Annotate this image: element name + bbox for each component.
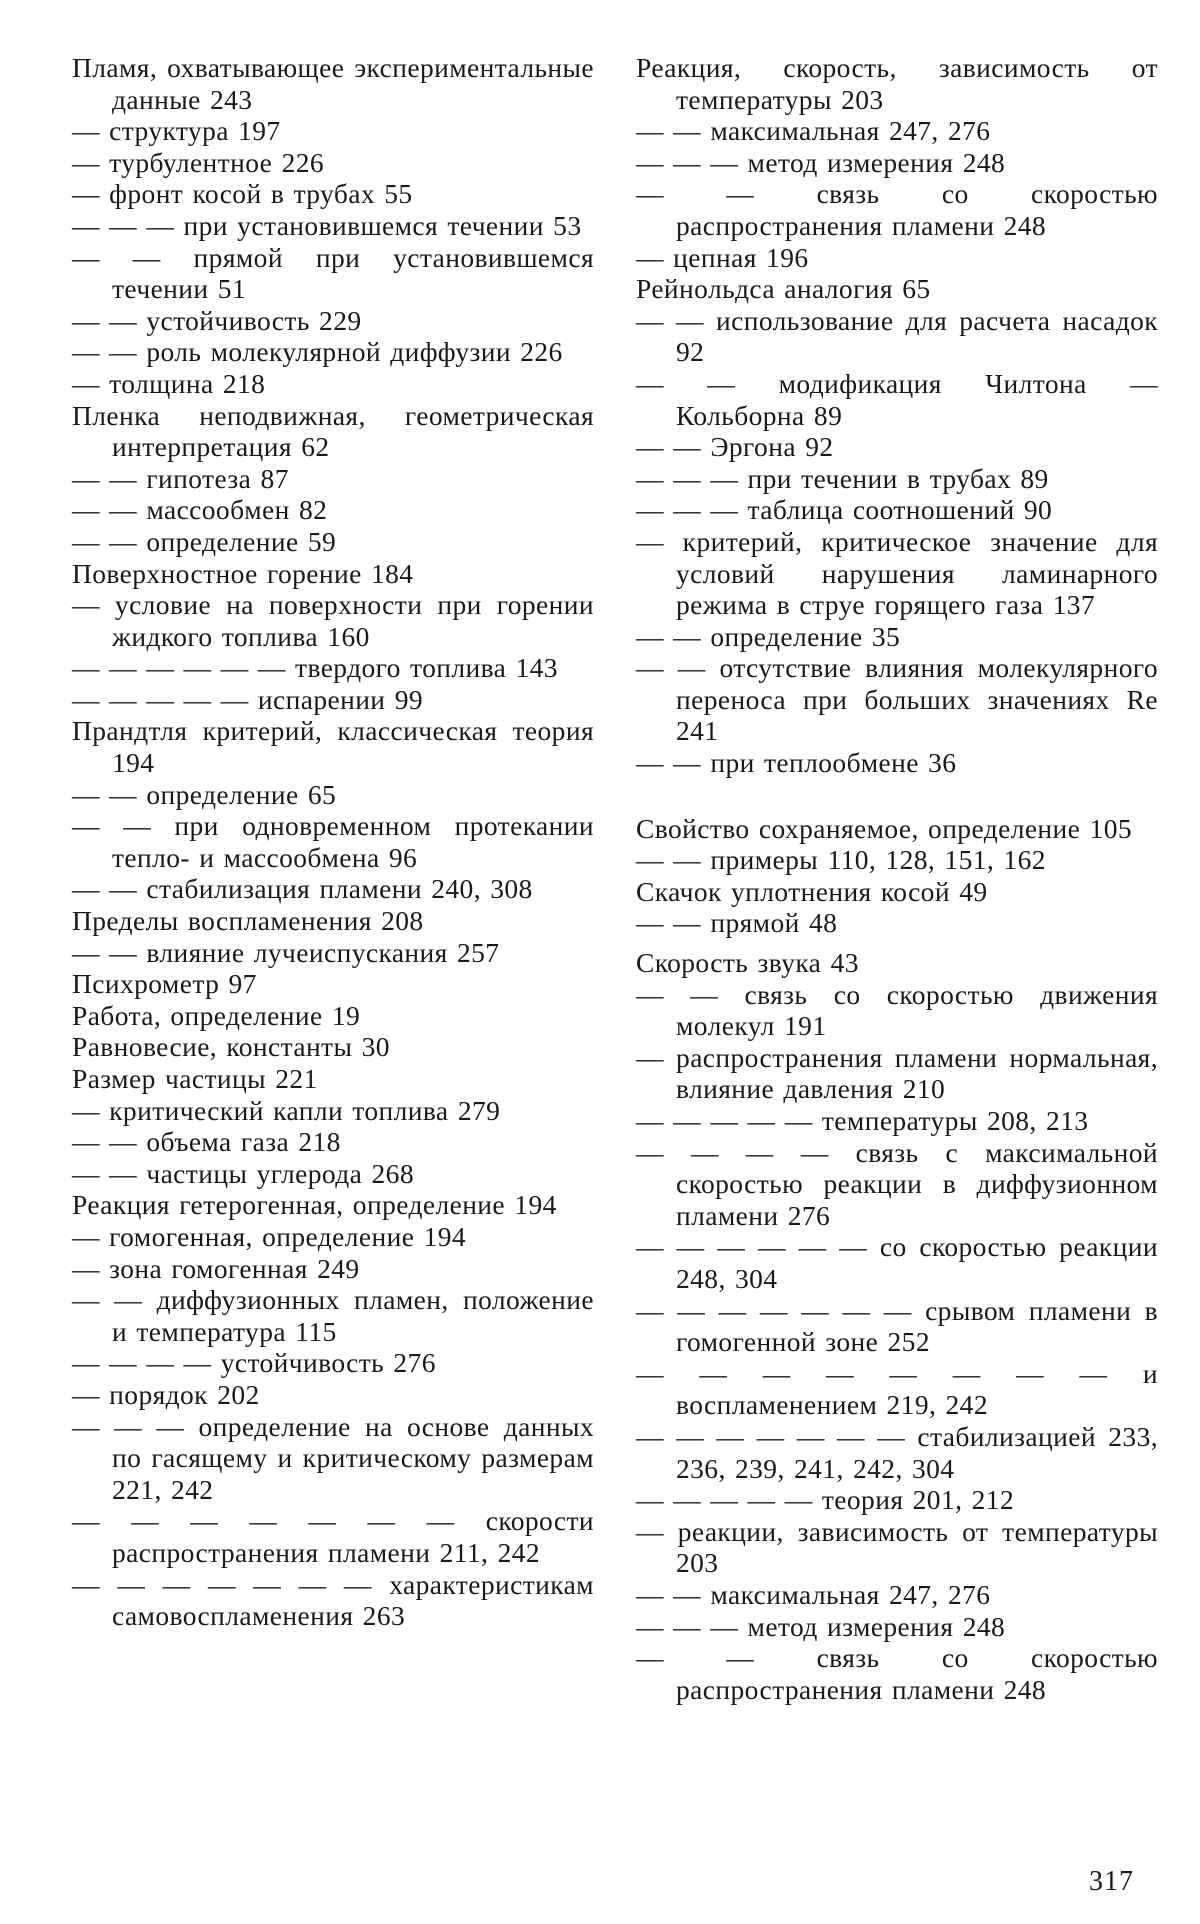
index-entry: — — связь со скоростью распространения пламени 248 [636,1642,1158,1705]
index-entry: — — — — — температуры 208, 213 [636,1105,1089,1136]
index-entry: — — роль молекулярной диффузии 226 [72,336,563,368]
index-entry: — — — определение на основе данных по гасящему и критическому размерам 221, 242 [72,1410,594,1505]
index-entry: — условие на поверхности при горении жидкого топлива 160 [72,589,594,652]
index-entry: — — диффузионных пламен, положение и температура 115 [72,1284,594,1347]
index-entry: — — — — — — — срывом пламени в гомогенной зоне 252 [636,1294,1158,1358]
index-entry: — — — при установившемся течении 53 [72,209,582,241]
index-entry: — зона гомогенная 249 [72,1252,360,1284]
index-entry: — — объема газа 218 [72,1126,341,1158]
index-entry: Рейнольдса аналогия 65 [636,273,931,305]
index-entry: — — — — связь с максимальной скоростью реакции в диффузионном пламени 276 [636,1136,1158,1231]
index-entry: — — модификация Чилтона — Кольборна 89 [636,367,1158,431]
index-entry: — — максимальная 247, 276 [636,115,991,147]
index-entry: — — примеры 110, 128, 151, 162 [636,844,1046,876]
index-entry: — — прямой при установившемся течении 51 [72,241,594,305]
index-entry: — критический капли топлива 279 [72,1094,501,1126]
index-column-left [72,52,594,1632]
index-entry: Реакция, скорость, зависимость от температуры 203 [636,52,1158,115]
index-entry: Размер частицы 221 [72,1063,318,1094]
index-entry: — — — — — — — стабилизацией 233, 236, 239, 241, 242, 304 [636,1420,1158,1484]
index-entry: — — влияние лучеиспускания 257 [72,936,500,968]
index-entry: Равновесие, константы 30 [72,1031,390,1063]
index-entry: — турбулентное 226 [72,146,325,178]
index-entry: — критерий, критическое значение для условий нарушения ламинарного режима в струе горящего газа 137 [636,525,1158,621]
index-entry: — — частицы углерода 268 [72,1157,414,1189]
index-entry: — — определение 59 [72,525,337,557]
index-entry: Свойство сохраняемое, определение 105 [636,812,1132,844]
index-entry: Поверхностное горение 184 [72,557,414,589]
index-entry: — — определение 65 [72,778,337,810]
index-entry: — гомогенная, определение 194 [72,1220,467,1252]
index-entry: — — при теплообмене 36 [636,747,957,779]
index-entry: — — прямой 48 [636,907,838,939]
index-entry: — — Эргона 92 [636,431,834,463]
index-entry: — — использование для расчета насадок 92 [636,304,1158,368]
index-entry: — структура 197 [72,115,281,147]
index-entry: — — максимальная 247, 276 [636,1578,991,1610]
index-entry: — — — метод измерения 248 [636,1610,1006,1642]
index-entry: Пламя, охватывающее экспериментальные данные 243 [72,52,594,115]
index-entry: — — — при течении в трубах 89 [636,462,1049,494]
index-entry: — толщина 218 [72,367,266,399]
index-entry: — — — — — теория 201, 212 [636,1484,1015,1516]
index-entry: — реакции, зависимость от температуры 203 [636,1515,1158,1579]
index-entry: — — массообмен 82 [72,494,328,526]
index-entry: — — стабилизация пламени 240, 308 [72,873,533,905]
index-entry: — фронт косой в трубах 55 [72,178,413,210]
index-entry: — — связь со скоростью распространения пламени 248 [636,178,1158,241]
index-entry: — — — — — — твердого топлива 143 [72,652,558,684]
index-entry: — порядок 202 [72,1378,260,1410]
index-entry: — — — — устойчивость 276 [72,1347,436,1379]
index-entry: — распространения пламени нормальная, влияние давления 210 [636,1041,1158,1105]
index-entry: Реакция гетерогенная, определение 194 [72,1189,557,1221]
index-entry: — — — — — — — скорости распространения пламени 211, 242 [72,1505,594,1568]
index-entry: — — устойчивость 229 [72,304,362,336]
index-entry: — — определение 35 [636,620,901,652]
index-entry: Психрометр 97 [72,968,257,1000]
index-column-right [636,52,1158,1705]
index-entry: — — отсутствие влияния молекулярного переноса при больших значениях Re 241 [636,652,1158,747]
index-entry: — — — — — испарении 99 [72,683,424,715]
index-entry: — — — — — — — характеристикам самовоспламенения 263 [72,1568,594,1632]
index-entry: — — — — — — — — и воспламенением 219, 242 [636,1357,1158,1421]
index-entry: — — — метод измерения 248 [636,146,1006,178]
index-entry: — — — таблица соотношений 90 [636,494,1053,526]
index-entry: — — связь со скоростью движения молекул 191 [636,978,1158,1042]
index-entry: — — при одновременном протекании тепло- и массообмена 96 [72,810,594,873]
index-entry: Работа, определение 19 [72,999,361,1031]
index-entry: Скачок уплотнения косой 49 [636,875,988,907]
index-entry: Пленка неподвижная, геометрическая интерпретация 62 [72,399,594,463]
index-entry: — цепная 196 [636,241,809,273]
index-entry: Пределы воспламенения 208 [72,905,424,937]
index-entry: — — гипотеза 87 [72,462,289,494]
page-number: 317 [1089,1866,1134,1897]
index-entry: Скорость звука 43 [636,947,859,979]
index-entry: — — — — — — со скоростью реакции 248, 304 [636,1231,1158,1294]
index-entry: Прандтля критерий, классическая теория 194 [72,715,594,779]
